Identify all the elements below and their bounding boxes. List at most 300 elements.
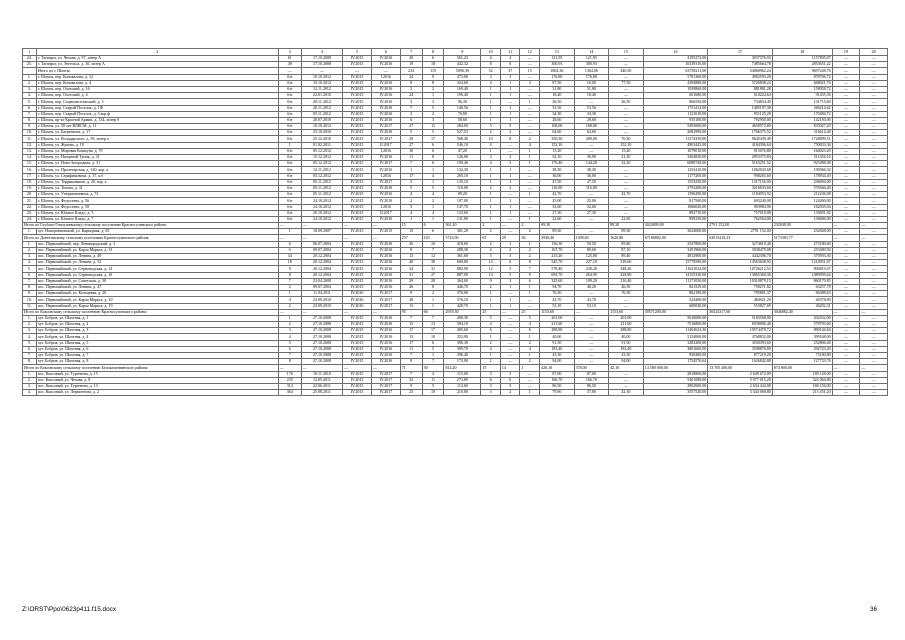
table-cell: — <box>832 284 860 290</box>
table-cell: — <box>832 216 860 222</box>
address-cell: хут. Бобров, ул. Шахтная, д. 8 <box>36 359 278 365</box>
table-cell: 3726838,24 <box>708 80 773 86</box>
row-number-cell: 3. <box>23 254 37 260</box>
table-cell: I.2016 <box>371 204 400 210</box>
table-cell: 3 <box>481 383 501 389</box>
table-cell: — <box>832 229 860 235</box>
table-cell: 36 <box>520 235 540 241</box>
table-cell: — <box>574 359 609 365</box>
address-cell: пос. Коксовый, ул. Лермонтова, д. 2 <box>36 390 278 396</box>
table-cell: 2791 152,00 <box>708 223 773 229</box>
table-cell: 292723,20 <box>772 346 832 352</box>
data-table <box>22 48 888 396</box>
table-cell: — <box>832 235 860 241</box>
table-cell: — <box>832 272 860 278</box>
table-cell: — <box>520 198 540 204</box>
table-cell: 15.12.2012 <box>301 155 342 161</box>
table-cell: — <box>832 167 860 173</box>
table-cell: 24 <box>400 93 422 99</box>
table-cell: 52 <box>481 68 501 74</box>
table-cell: IV.2015 <box>343 117 372 123</box>
table-cell: IV.2015 <box>343 377 372 383</box>
table-cell: 1 <box>278 229 301 235</box>
table-cell: — <box>832 117 860 123</box>
table-cell: IV.2015 <box>343 390 372 396</box>
table-cell: 5 <box>422 346 444 352</box>
table-cell: 1 <box>481 210 501 216</box>
table-cell: 2 <box>422 291 444 297</box>
table-cell: 1 <box>500 117 520 123</box>
table-cell: — <box>860 353 888 359</box>
table-cell: — <box>832 223 860 229</box>
table-cell: 7 <box>400 105 422 111</box>
table-cell: 3 <box>422 117 444 123</box>
table-cell: 63758211,00 <box>643 68 708 74</box>
table-cell: 63257,78 <box>772 284 832 290</box>
table-cell: б/н <box>278 99 301 105</box>
table-cell: 265,10 <box>444 173 481 179</box>
table-cell: 5 <box>422 185 444 191</box>
table-cell: 527,53 <box>444 130 481 136</box>
table-cell: 1 <box>422 216 444 222</box>
table-cell: 5163251,52 <box>708 161 773 167</box>
table-cell: — <box>371 68 400 74</box>
table-cell: 1214951,07 <box>772 260 832 266</box>
table-cell: 9 <box>520 272 540 278</box>
address-cell: пос. Первомайский, ул. Кольцевая, д. 20 <box>36 291 278 297</box>
table-cell: 1 <box>481 93 501 99</box>
table-cell: 3 <box>400 99 422 105</box>
table-cell: 668021,76 <box>772 80 832 86</box>
table-cell: 284,00 <box>444 124 481 130</box>
table-cell: 76,30 <box>540 291 575 297</box>
table-cell: — <box>574 291 609 297</box>
table-cell: 1 <box>481 334 501 340</box>
table-cell: 168,00 <box>574 124 609 130</box>
table-cell: 396,40 <box>444 353 481 359</box>
table-cell: 1153,60 <box>540 309 575 315</box>
table-cell: 94,00 <box>609 359 644 365</box>
table-cell: 17 <box>400 173 422 179</box>
table-cell: — <box>500 216 520 222</box>
table-cell: 39571200,00 <box>643 309 708 315</box>
table-cell: 29 <box>400 136 422 142</box>
table-cell: 1 <box>500 105 520 111</box>
table-cell: 4 <box>422 192 444 198</box>
row-number-cell: 7. <box>23 353 37 359</box>
row-number-cell: 8. <box>23 284 37 290</box>
address-cell: г. Шахты, ул. Жукова, д. 18 <box>36 142 278 148</box>
table-cell: 1 <box>400 167 422 173</box>
address-cell: пос. Первомайский, ул. Карла Маркса, д. 19 <box>36 303 278 309</box>
table-cell: — <box>832 56 860 62</box>
table-cell: 1309,60 <box>574 235 609 241</box>
table-cell: 23.04.2008 <box>301 278 342 284</box>
table-cell: 1626842,88 <box>708 359 773 365</box>
table-cell: — <box>832 353 860 359</box>
table-cell: 2918,30 <box>444 309 481 315</box>
table-cell: 1 <box>520 99 540 105</box>
table-cell: IV.2017 <box>371 297 400 303</box>
table-cell: — <box>520 167 540 173</box>
table-cell: 115,00 <box>444 371 481 377</box>
table-cell: 1 <box>481 167 501 173</box>
table-cell: 61 <box>278 56 301 62</box>
table-cell: 4 <box>400 192 422 198</box>
table-cell: 364 <box>278 390 301 396</box>
table-cell: 58,60 <box>444 117 481 123</box>
table-cell: 12 <box>422 254 444 260</box>
table-cell: 86,50 <box>574 383 609 389</box>
table-cell: 3 <box>481 74 501 80</box>
table-cell: 8 <box>481 62 501 68</box>
table-cell: 1 <box>422 179 444 185</box>
table-cell: — <box>832 322 860 328</box>
table-cell: 3 <box>520 80 540 86</box>
table-cell: 7 <box>520 266 540 272</box>
table-cell: 8 <box>400 80 422 86</box>
table-cell: IV.2016 <box>371 266 400 272</box>
table-cell: — <box>343 365 372 371</box>
table-cell: 215,20 <box>540 254 575 260</box>
table-cell: 4 <box>481 346 501 352</box>
row-number-cell: 4. <box>23 390 37 396</box>
table-cell: 29 <box>500 235 520 241</box>
table-cell: 114,60 <box>444 383 481 389</box>
table-cell: IV.2016 <box>371 93 400 99</box>
table-cell: — <box>860 383 888 389</box>
table-cell: 22.01.2010 <box>301 93 342 99</box>
table-cell: б/н <box>278 148 301 154</box>
table-cell: 4658572,80 <box>708 124 773 130</box>
address-cell: г. Шахты, ул. Ново-Загородная, д. 31 <box>36 161 278 167</box>
table-cell: 3 344 068,80 <box>708 390 773 396</box>
table-cell: — <box>832 105 860 111</box>
table-cell: 860170,85 <box>772 278 832 284</box>
table-cell: 22,60 <box>609 216 644 222</box>
table-cell: — <box>832 328 860 334</box>
table-cell: IV.2017 <box>371 303 400 309</box>
table-cell: 4 <box>520 142 540 148</box>
table-cell: 1 <box>500 167 520 173</box>
table-cell: 5183568,00 <box>708 315 773 321</box>
table-cell: IV.2015 <box>343 322 372 328</box>
table-cell: б/н <box>278 155 301 161</box>
table-cell: 213 451,20 <box>772 390 832 396</box>
table-cell: 1 <box>500 173 520 179</box>
table-cell: 96,30 <box>444 99 481 105</box>
address-cell: г. Шахты, пр-кт Красной Армии, д. 134, литер б <box>36 117 278 123</box>
table-cell: — <box>609 198 644 204</box>
table-cell: 25 <box>520 309 540 315</box>
table-cell: 32 <box>400 377 422 383</box>
table-cell: 20.11.2012 <box>301 105 342 111</box>
table-cell: 7 <box>422 359 444 365</box>
table-cell: 376,00 <box>444 291 481 297</box>
table-cell: 1 <box>500 241 520 247</box>
table-cell: IV.2015 <box>343 161 372 167</box>
table-cell: — <box>500 309 520 315</box>
table-cell: 6938006,40 <box>708 322 773 328</box>
table-cell: IV.2016 <box>371 56 400 62</box>
row-number-cell: 2. <box>23 80 37 86</box>
table-cell: 6088740,00 <box>643 161 708 167</box>
table-cell: 578,40 <box>540 266 575 272</box>
table-cell: 899250,00 <box>643 216 708 222</box>
table-cell: 47,20 <box>444 148 481 154</box>
table-cell: IV.2015 <box>343 179 372 185</box>
table-cell: IV.2016 <box>371 346 400 352</box>
table-cell: 1 <box>278 315 301 321</box>
table-cell: — <box>860 105 888 111</box>
row-number-cell: 12. <box>23 142 37 148</box>
table-cell: 693240,00 <box>708 198 773 204</box>
table-cell: 5 <box>400 130 422 136</box>
table-cell: 3037376,93 <box>708 56 773 62</box>
table-cell: — <box>574 216 609 222</box>
table-cell: 76,30 <box>609 291 644 297</box>
table-cell: 10.11.2010 <box>301 371 342 377</box>
table-cell: 37 <box>500 68 520 74</box>
table-cell: б/н <box>278 167 301 173</box>
table-cell: 4812900,00 <box>643 254 708 260</box>
table-cell: 795801,37 <box>708 291 773 297</box>
table-cell: IV.2015 <box>343 155 372 161</box>
table-cell: — <box>609 124 644 130</box>
table-cell: 27.10.2008 <box>301 353 342 359</box>
row-number-cell: 10. <box>23 130 37 136</box>
table-cell: 8 <box>422 80 444 86</box>
table-cell: 420,10 <box>540 365 575 371</box>
table-cell: — <box>860 117 888 123</box>
table-cell: 10310879,15 <box>708 278 773 284</box>
row-number-cell: 4. <box>23 260 37 266</box>
table-cell: IV.2016 <box>371 198 400 204</box>
table-cell: 06.07.2004 <box>301 241 342 247</box>
table-cell: — <box>860 278 888 284</box>
table-cell: 168,00 <box>540 124 575 130</box>
column-number-row <box>23 49 888 56</box>
table-cell: 32,60 <box>574 204 609 210</box>
table-cell: 6 <box>500 260 520 266</box>
table-cell: 36,00 <box>574 173 609 179</box>
table-cell: 91,50 <box>609 340 644 346</box>
table-cell: 176,40 <box>540 161 575 167</box>
table-cell: 370593,30 <box>772 254 832 260</box>
table-cell: 8 <box>278 272 301 278</box>
table-cell: IV.2015 <box>343 204 372 210</box>
table-cell: 3 <box>500 371 520 377</box>
table-cell: — <box>500 328 520 334</box>
row-number-cell: 1. <box>23 229 37 235</box>
table-cell: IV.2015 <box>343 74 372 80</box>
table-cell: б/н <box>278 136 301 142</box>
table-cell: 1 <box>481 173 501 179</box>
table-cell: 70,30 <box>609 136 644 142</box>
table-cell: 38 <box>422 260 444 266</box>
table-cell: 38,30 <box>540 167 575 173</box>
table-cell: 4 <box>400 210 422 216</box>
table-cell: — <box>860 185 888 191</box>
table-cell: — <box>520 93 540 99</box>
table-cell: 3801600,00 <box>643 346 708 352</box>
table-cell: IV.2016 <box>371 192 400 198</box>
table-cell: 5 <box>422 130 444 136</box>
table-cell: 2 <box>400 111 422 117</box>
table-cell: б/н <box>278 161 301 167</box>
table-cell: 2 649 672,00 <box>708 371 773 377</box>
table-cell: 3547800,00 <box>643 241 708 247</box>
table-cell: 2 <box>481 229 501 235</box>
table-cell: — <box>500 229 520 235</box>
table-cell: 34,30 <box>540 111 575 117</box>
table-cell: — <box>860 130 888 136</box>
table-cell: 1 <box>520 291 540 297</box>
table-cell: — <box>500 223 520 229</box>
table-cell: 1 <box>422 204 444 210</box>
table-cell: 162035,04 <box>772 204 832 210</box>
table-cell: — <box>832 161 860 167</box>
table-cell: 4 <box>481 322 501 328</box>
row-number-cell: 8. <box>23 117 37 123</box>
table-cell: — <box>860 328 888 334</box>
table-cell: 173,00 <box>444 359 481 365</box>
table-cell: 3046882,40 <box>772 309 832 315</box>
table-cell: — <box>500 334 520 340</box>
table-cell: — <box>520 130 540 136</box>
table-cell: 11 <box>400 155 422 161</box>
row-number-cell: 3. <box>23 383 37 389</box>
table-cell: — <box>860 365 888 371</box>
table-cell: — <box>574 229 609 235</box>
table-cell: 116,00 <box>574 185 609 191</box>
table-cell: 10,00 <box>574 80 609 86</box>
table-cell: 442,32 <box>444 62 481 68</box>
table-cell: 1 <box>500 303 520 309</box>
table-cell: 2 <box>520 136 540 142</box>
table-cell: б/н <box>278 86 301 92</box>
table-cell: 10 <box>422 390 444 396</box>
table-cell: IV.2015 <box>343 328 372 334</box>
table-cell: IV.2015 <box>343 210 372 216</box>
table-cell: 2 <box>481 340 501 346</box>
table-cell: — <box>520 56 540 62</box>
table-cell: б/н <box>278 216 301 222</box>
table-cell: 146,56 <box>444 105 481 111</box>
table-cell: 2 <box>500 247 520 253</box>
table-cell: — <box>609 377 644 383</box>
table-cell: 9645439,49 <box>708 136 773 142</box>
table-cell: — <box>832 254 860 260</box>
table-cell: 147,70 <box>444 204 481 210</box>
row-number-cell: 19. <box>23 185 37 191</box>
table-row <box>23 390 888 396</box>
address-cell: г. Шахты, ул. Пролетарская, д. 140, кор. а <box>36 167 278 173</box>
table-cell: 2791 152,00 <box>708 229 773 235</box>
table-cell: — <box>860 309 888 315</box>
table-cell: 288,80 <box>609 328 644 334</box>
table-cell: 1 <box>500 297 520 303</box>
table-cell: — <box>609 93 644 99</box>
column-number: 9 <box>444 49 481 56</box>
address-cell: хут. Бобров, ул. Шахтная, д. 4 <box>36 334 278 340</box>
table-cell: 6 <box>422 340 444 346</box>
address-cell: г. Шахты, ул. Утюрмовчевича, д. 72 <box>36 192 278 198</box>
address-cell: г. Шахты, пер. Коновалова, д. 4 <box>36 80 278 86</box>
table-cell: 1 <box>500 179 520 185</box>
table-cell: 176,80 <box>574 74 609 80</box>
table-cell: 5 <box>481 254 501 260</box>
table-cell: 34 <box>400 266 422 272</box>
table-cell: 05.11.2012 <box>301 192 342 198</box>
table-cell: IV.2016 <box>371 272 400 278</box>
table-cell: 66 <box>422 309 444 315</box>
table-cell: — <box>832 130 860 136</box>
table-cell: 25.10.2010 <box>301 130 342 136</box>
table-cell: 132,30 <box>444 167 481 173</box>
table-cell: 31,80 <box>574 86 609 92</box>
column-number: 15 <box>609 49 644 56</box>
table-cell: 1766375,52 <box>708 130 773 136</box>
table-cell: 43,70 <box>540 297 575 303</box>
table-cell: — <box>832 124 860 130</box>
table-cell: 1 <box>520 284 540 290</box>
table-cell: — <box>832 334 860 340</box>
table-cell: 46202,31 <box>772 303 832 309</box>
table-cell: б/н <box>278 105 301 111</box>
table-cell: 1 <box>481 105 501 111</box>
table-cell: 89,30 <box>540 223 575 229</box>
table-cell: 348,20 <box>609 266 644 272</box>
table-cell: 11171050,00 <box>643 278 708 284</box>
table-cell: 1062043,68 <box>708 167 773 173</box>
table-cell: — <box>574 99 609 105</box>
table-cell: 7 <box>400 161 422 167</box>
table-cell: 6 <box>422 142 444 148</box>
address-cell: Итого по г. Шахты: <box>36 68 278 74</box>
table-cell: 3 <box>400 179 422 185</box>
table-cell: 394,10 <box>444 322 481 328</box>
table-cell: IV.2015 <box>343 80 372 86</box>
table-cell: 1 <box>481 353 501 359</box>
table-cell: — <box>860 136 888 142</box>
table-cell: IV.2017 <box>371 161 400 167</box>
table-cell: б/н <box>278 124 301 130</box>
table-cell: — <box>832 278 860 284</box>
table-cell: 34 <box>278 254 301 260</box>
table-cell: IV.2015 <box>343 216 372 222</box>
table-cell: 5 <box>422 105 444 111</box>
table-cell: 5 <box>400 204 422 210</box>
table-cell: 10.10.2012 <box>301 124 342 130</box>
table-cell: — <box>832 173 860 179</box>
table-cell: 42,70 <box>540 192 575 198</box>
table-cell: — <box>500 340 520 346</box>
table-cell: 167,70 <box>540 247 575 253</box>
table-cell: 10574478,72 <box>708 328 773 334</box>
table-cell: 1 <box>500 93 520 99</box>
table-cell: 28 <box>400 297 422 303</box>
table-cell: 1751412,00 <box>643 105 708 111</box>
table-cell: II.2017 <box>371 210 400 216</box>
table-cell: 190366,32 <box>772 167 832 173</box>
table-cell: б/н <box>278 173 301 179</box>
table-cell: — <box>832 179 860 185</box>
table-cell: — <box>343 309 372 315</box>
table-cell: 2 <box>278 284 301 290</box>
table-cell: 396,30 <box>444 340 481 346</box>
table-cell: 77,50 <box>609 80 644 86</box>
